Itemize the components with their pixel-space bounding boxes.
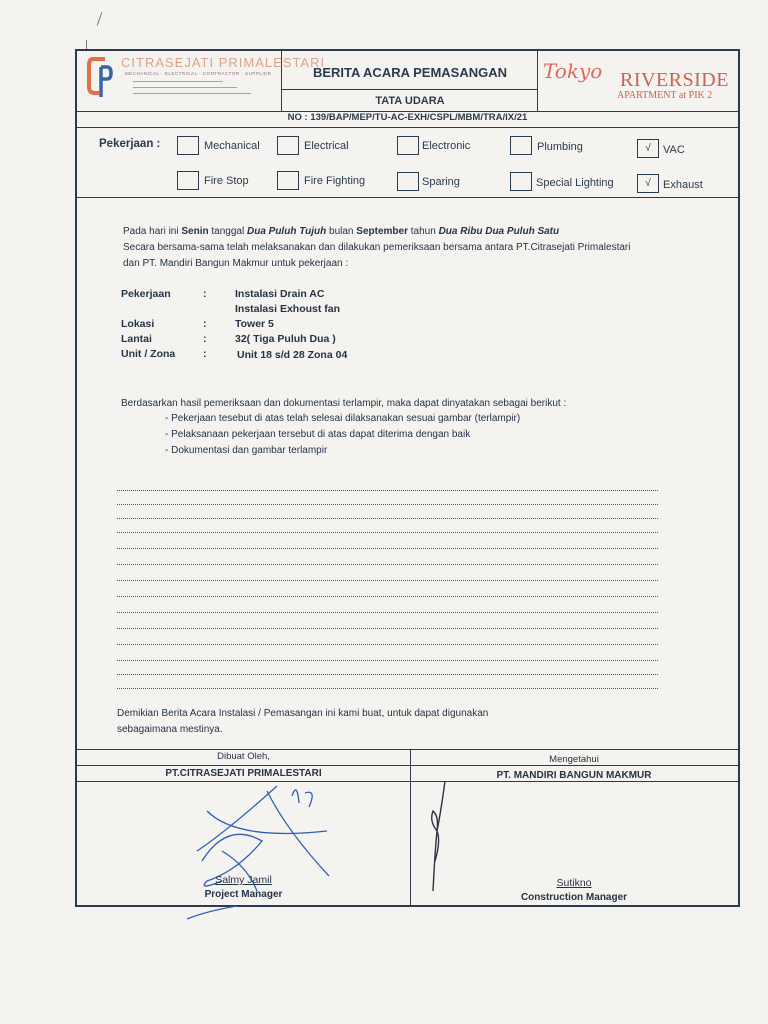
checkbox-label: Plumbing <box>537 141 583 153</box>
checkbox-label: VAC <box>663 144 685 156</box>
company-logo <box>77 51 326 111</box>
closing-paragraph <box>117 706 717 738</box>
project-brand-logo <box>539 51 739 111</box>
company-name: CITRASEJATI PRIMALESTARI <box>121 55 326 70</box>
intro-line-3: dan PT. Mandiri Bangun Makmur untuk pekerjaan : <box>123 258 349 269</box>
checkbox-special-lighting[interactable] <box>510 172 532 191</box>
cp-logo-icon <box>87 57 113 99</box>
dotted-line <box>117 504 658 505</box>
detail-value-pekerjaan-2: Instalasi Exhoust fan <box>235 303 341 315</box>
checkbox-label: Sparing <box>422 176 460 188</box>
checkbox-label: Mechanical <box>204 140 260 152</box>
checkbox-fire-stop[interactable] <box>177 171 199 190</box>
left-sign-heading: Dibuat Oleh, <box>217 751 270 762</box>
checkbox-label: Special Lighting <box>536 177 614 189</box>
dotted-line <box>117 644 658 645</box>
form-frame <box>75 49 740 907</box>
intro-line-1: Pada hari ini Senin tanggal Dua Puluh Tujuh bulan September tahun Dua Ribu Dua Puluh Satu <box>123 226 560 237</box>
brand-subtitle: APARTMENT at PIK 2 <box>617 90 713 101</box>
detail-value-pekerjaan-1: Instalasi Drain AC <box>235 288 325 300</box>
detail-colon: : <box>203 288 207 300</box>
detail-colon: : <box>203 318 207 330</box>
document-title: BERITA ACARA PEMASANGAN <box>312 65 508 80</box>
dotted-line <box>117 518 658 519</box>
checkbox-electrical[interactable] <box>277 136 299 155</box>
checkbox-exhaust[interactable]: √ <box>637 174 659 193</box>
dotted-line <box>117 490 658 491</box>
checkbox-label: Electrical <box>304 140 349 152</box>
document-subtitle: TATA UDARA <box>375 95 445 107</box>
detail-label-lantai: Lantai <box>121 333 152 345</box>
detail-value-lokasi: Tower 5 <box>235 318 274 330</box>
dotted-line <box>117 612 658 613</box>
results-item: - Dokumentasi dan gambar terlampir <box>165 445 328 456</box>
results-item: - Pekerjaan tesebut di atas telah selesai dilaksanakan sesuai gambar (terlampir) <box>165 413 521 424</box>
results-item: - Pelaksanaan pekerjaan tersebut di atas dapat diterima dengan baik <box>165 429 471 440</box>
intro-line-2: Secara bersama-sama telah melaksanakan dan dilakukan pemeriksaan bersama antara PT.Citrasejati Primalestari <box>123 242 631 253</box>
dotted-line <box>117 548 658 549</box>
detail-label-pekerjaan: Pekerjaan <box>121 288 171 300</box>
margin-mark <box>97 12 104 26</box>
dotted-line <box>117 532 658 533</box>
results-lead: Berdasarkan hasil pemeriksaan dan dokumentasi terlampir, maka dapat dinyatakan sebagai berikut : <box>121 398 567 409</box>
checkbox-sparing[interactable] <box>397 172 419 191</box>
checkbox-mechanical[interactable] <box>177 136 199 155</box>
checkbox-electronic[interactable] <box>397 136 419 155</box>
document-number: NO : 139/BAP/MEP/TU-AC-EXH/CSPL/MBM/TRA/IX/21 <box>287 112 528 123</box>
left-signer-role: Project Manager <box>204 889 283 900</box>
checkbox-vac[interactable]: √ <box>637 139 659 158</box>
left-signer-name: Salmy Jamil <box>215 874 272 886</box>
right-sign-company: PT. MANDIRI BANGUN MAKMUR <box>496 770 652 781</box>
detail-label-unit: Unit / Zona <box>121 348 176 360</box>
dotted-line <box>117 628 658 629</box>
detail-colon: : <box>203 333 207 345</box>
checkbox-label: Electronic <box>422 140 471 152</box>
detail-value-lantai: 32( Tiga Puluh Dua ) <box>235 333 336 345</box>
detail-colon: : <box>203 348 207 360</box>
dotted-line <box>117 564 658 565</box>
detail-value-unit: Unit 18 s/d 28 Zona 04 <box>237 349 348 361</box>
checkbox-plumbing[interactable] <box>510 136 532 155</box>
company-tagline: MECHANICAL · ELECTRICAL · CONTRACTOR · SUPPLIER <box>125 71 272 76</box>
checkbox-label: Exhaust <box>663 179 703 191</box>
dotted-line <box>117 674 658 675</box>
checkbox-fire-fighting[interactable] <box>277 171 299 190</box>
dotted-line <box>117 596 658 597</box>
dotted-line <box>117 580 658 581</box>
detail-label-lokasi: Lokasi <box>121 318 155 330</box>
dotted-line <box>117 660 658 661</box>
company-address-lines <box>133 79 251 97</box>
dotted-line <box>117 688 658 689</box>
intro-paragraph <box>123 224 723 272</box>
right-signer-name: Sutikno <box>556 877 592 889</box>
results-list <box>165 411 685 459</box>
right-signer-role: Construction Manager <box>520 892 628 903</box>
brand-name: RIVERSIDE <box>620 69 729 91</box>
checkbox-label: Fire Fighting <box>304 175 366 187</box>
closing-line-1: Demikian Berita Acara Instalasi / Pemasangan ini kami buat, untuk dapat digunakan <box>117 708 489 719</box>
checkbox-label: Fire Stop <box>204 175 249 187</box>
left-sign-company: PT.CITRASEJATI PRIMALESTARI <box>165 768 322 779</box>
right-sign-heading: Mengetahui <box>549 754 599 765</box>
closing-line-2: sebagaimana mestinya. <box>117 724 223 735</box>
pekerjaan-label: Pekerjaan : <box>99 138 161 150</box>
brand-script: Tokyo <box>543 59 603 83</box>
